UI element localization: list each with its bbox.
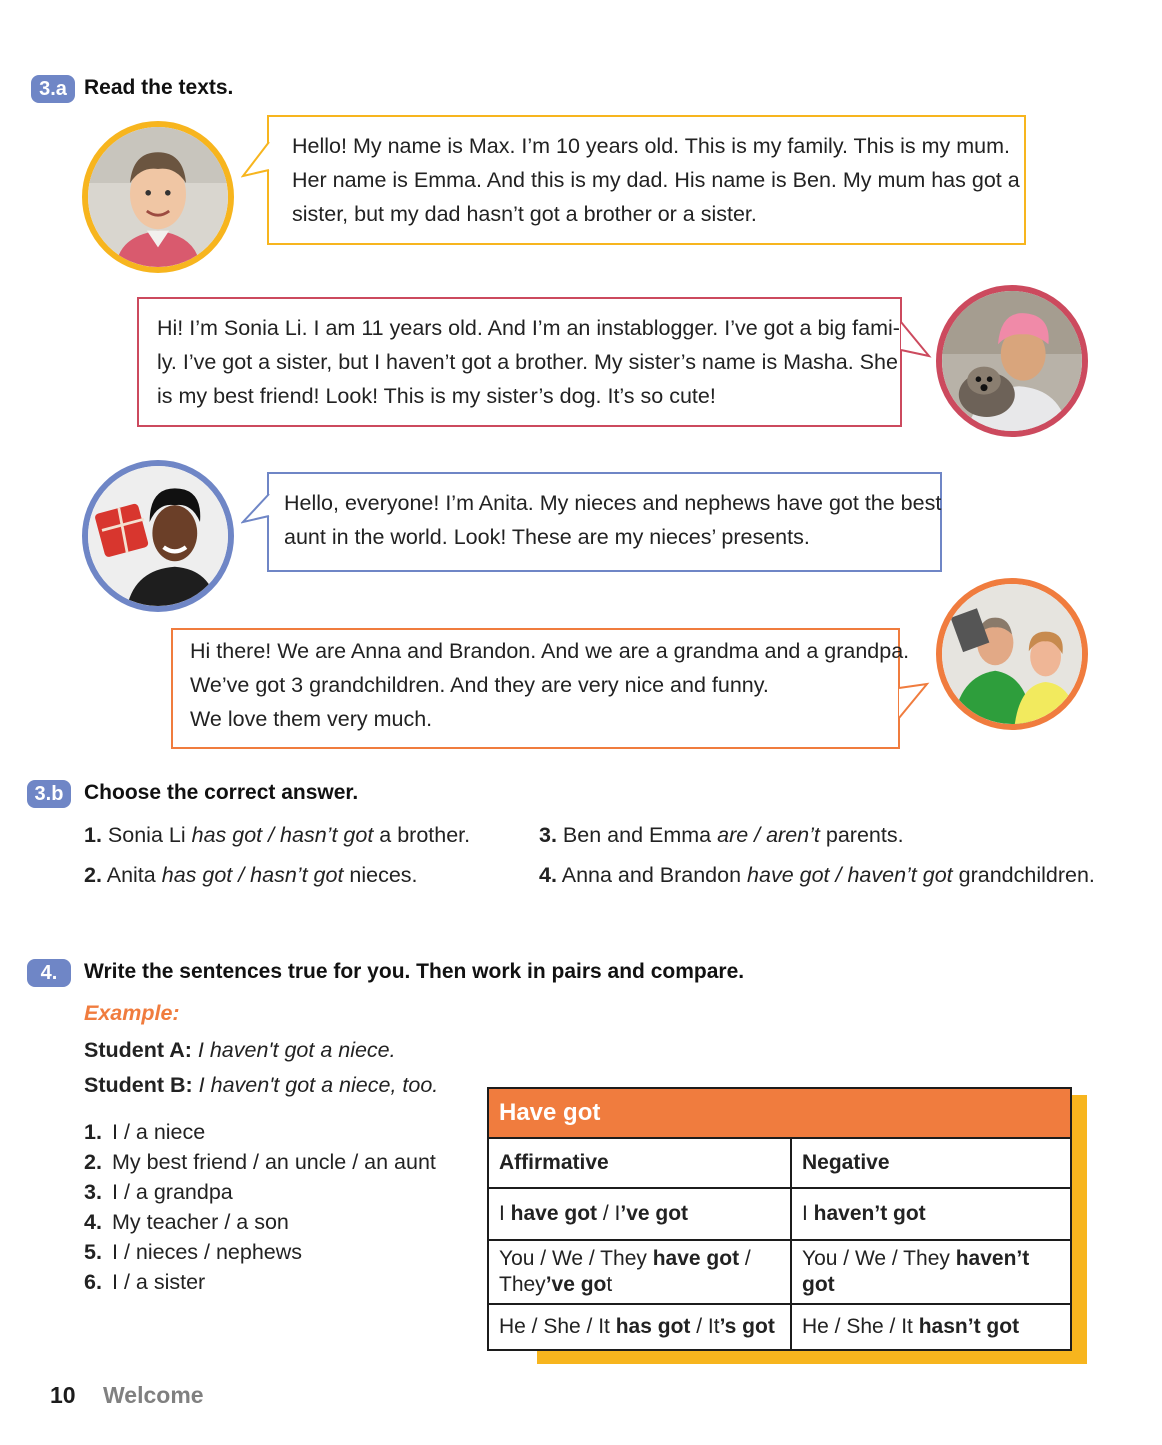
student-text: I haven't got a niece. — [197, 1038, 396, 1062]
item-text: grandchildren. — [958, 863, 1095, 887]
column-header-affirmative: Affirmative — [488, 1138, 791, 1188]
item-number: 1. — [84, 823, 102, 847]
photo-sonia — [936, 285, 1088, 437]
list-item: 1. I / a niece — [84, 1120, 206, 1144]
speech-bubble-sonia — [137, 297, 902, 427]
list-item: 4. My teacher / a son — [84, 1210, 289, 1234]
item-number: 2. — [84, 863, 102, 887]
item-text: a brother. — [379, 823, 471, 847]
grammar-table-have-got — [487, 1087, 1072, 1351]
text-line: We love them very much. — [190, 707, 433, 731]
question-item — [84, 823, 470, 848]
section-name: Welcome — [103, 1382, 204, 1408]
bubble-tail — [241, 140, 271, 180]
text-line: Hi! I’m Sonia Li. I am 11 years old. And I’m an instablogger. I’ve got a big fami- — [157, 316, 900, 340]
item-text: Ben and Emma — [562, 823, 712, 847]
bubble-tail — [241, 492, 271, 532]
woman-with-gift-portrait-icon — [88, 466, 228, 606]
list-item: 5. I / nieces / nephews — [84, 1240, 303, 1264]
example-student-b — [84, 1073, 438, 1098]
bubble-tail — [899, 320, 933, 362]
item-number: 4. — [539, 863, 557, 887]
speech-bubble-max — [267, 115, 1026, 245]
grandparents-portrait-icon — [942, 584, 1082, 724]
item-text: Sonia Li — [107, 823, 186, 847]
exercise-badge-3b: 3.b — [27, 780, 71, 808]
list-item: 3. I / a grandpa — [84, 1180, 233, 1204]
list-item: 2. My best friend / an uncle / an aunt — [84, 1150, 436, 1174]
example-student-a — [84, 1038, 396, 1063]
speech-bubble-anna-brandon — [171, 628, 910, 749]
item-number: 3. — [539, 823, 557, 847]
boy-portrait-icon — [88, 127, 228, 267]
text-line: Her name is Emma. And this is my dad. His name is Ben. My mum has got a — [292, 168, 1020, 192]
photo-anna-brandon — [936, 578, 1088, 730]
table-title: Have got — [488, 1088, 1071, 1138]
item-text: Anita — [106, 863, 156, 887]
text-line: Hello! My name is Max. I’m 10 years old. This is my family. This is my mum. — [292, 134, 1011, 158]
text-line: ly. I’ve got a sister, but I haven’t got a brother. My sister’s name is Masha. She — [157, 350, 898, 374]
page-number: 10 — [50, 1382, 76, 1408]
text-line: is my best friend! Look! This is my sister’s dog. It’s so cute! — [157, 384, 716, 408]
speech-bubble-anita — [267, 472, 942, 572]
answer-choice[interactable]: have got / haven’t got — [747, 863, 953, 887]
instruction-3b: Choose the correct answer. — [84, 781, 359, 804]
photo-max — [82, 121, 234, 273]
table-row — [488, 1188, 1071, 1240]
text-line: aunt in the world. Look! These are my nieces’ presents. — [284, 525, 810, 549]
affirmative-cell: He / She / It has got / It’s got — [488, 1304, 791, 1350]
column-header-negative: Negative — [791, 1138, 1071, 1188]
question-item — [539, 863, 1095, 888]
photo-anita — [82, 460, 234, 612]
girl-with-dog-portrait-icon — [942, 291, 1082, 431]
affirmative-cell: I have got / I’ve got — [488, 1188, 791, 1240]
item-text: nieces. — [349, 863, 418, 887]
negative-cell: You / We / They haven’t got — [791, 1240, 1071, 1304]
item-text: Anna and Brandon — [561, 863, 742, 887]
exercise-badge-4: 4. — [27, 959, 71, 987]
text-line: Hello, everyone! I’m Anita. My nieces and nephews have got the best — [284, 491, 942, 515]
text-line: Hi there! We are Anna and Brandon. And we are a grandma and a grandpa. — [190, 639, 910, 663]
student-label: Student B: — [84, 1073, 193, 1097]
item-text: parents. — [825, 823, 904, 847]
table-row — [488, 1240, 1071, 1304]
answer-choice[interactable]: are / aren’t — [717, 823, 820, 847]
text-line: sister, but my dad hasn’t got a brother or a sister. — [292, 202, 757, 226]
text-line: We’ve got 3 grandchildren. And they are very nice and funny. — [190, 673, 769, 697]
negative-cell: I haven’t got — [791, 1188, 1071, 1240]
negative-cell: He / She / It hasn’t got — [791, 1304, 1071, 1350]
example-label: Example: — [84, 1001, 180, 1025]
table-row — [488, 1304, 1071, 1350]
bubble-tail — [897, 678, 931, 722]
student-text: I haven't got a niece, too. — [198, 1073, 439, 1097]
question-item — [539, 823, 904, 848]
student-label: Student A: — [84, 1038, 192, 1062]
affirmative-cell: You / We / They have got / They’ve got — [488, 1240, 791, 1304]
question-item — [84, 863, 418, 888]
instruction-3a: Read the texts. — [84, 76, 234, 99]
sentence-prompt-list — [84, 1117, 436, 1297]
list-item: 6. I / a sister — [84, 1270, 206, 1294]
answer-choice[interactable]: has got / hasn’t got — [161, 863, 344, 887]
instruction-4: Write the sentences true for you. Then work in pairs and compare. — [84, 960, 745, 983]
exercise-badge-3a: 3.a — [31, 75, 75, 103]
answer-choice[interactable]: has got / hasn’t got — [191, 823, 374, 847]
